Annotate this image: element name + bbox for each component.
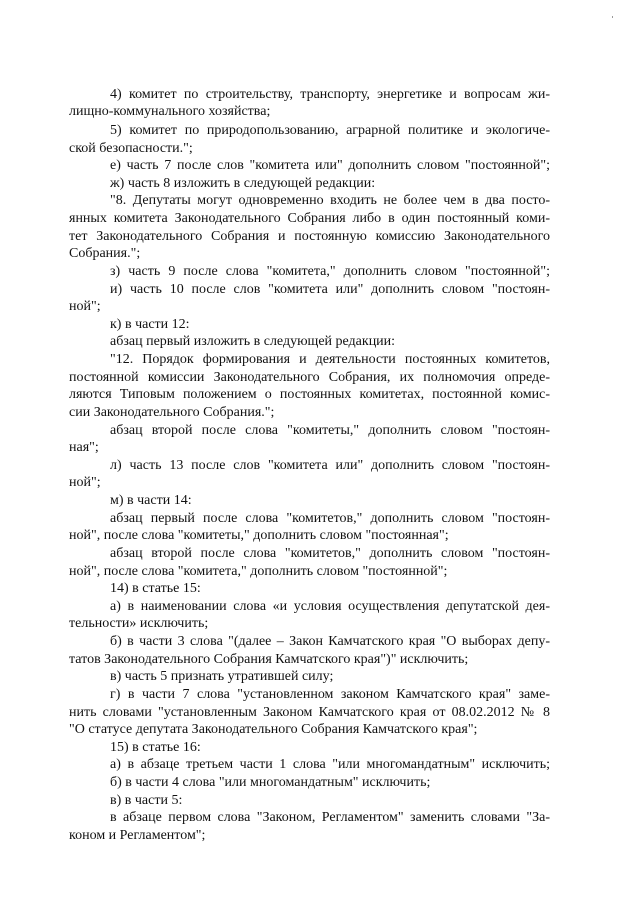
text-line: "О статусе депутата Законодательного Собрания Камчатского края"; bbox=[69, 722, 478, 737]
text-line: нить словами "установленным Законом Камчатского края от 08.02.2012 № 8 bbox=[69, 705, 550, 720]
text-line: в абзаце первом слова "Законом, Регламентом" заменить словами "За- bbox=[110, 810, 550, 825]
text-line: ной", после слова "комитеты," дополнить словом "постоянная"; bbox=[69, 528, 449, 543]
text-line: абзац второй после слова "комитеты," дополнить словом "постоян- bbox=[110, 423, 550, 438]
text-line: б) в части 3 слова "(далее – Закон Камчатского края "О выборах депу- bbox=[110, 634, 550, 649]
text-line: а) в наименовании слова «и условия осуществления депутатской дея- bbox=[110, 599, 550, 614]
text-line: м) в части 14: bbox=[110, 493, 192, 508]
text-line: ляются Типовым положением о постоянных комитетах, постоянной комис- bbox=[69, 387, 550, 402]
text-line: з) часть 9 после слова "комитета," дополнить словом "постоянной"; bbox=[110, 264, 550, 279]
text-line: а) в абзаце третьем части 1 слова "или многомандатным" исключить; bbox=[110, 757, 550, 772]
text-line: коном и Регламентом"; bbox=[69, 828, 206, 843]
text-line: 4) комитет по строительству, транспорту, энергетике и вопросам жи- bbox=[110, 87, 550, 102]
text-line: ной"; bbox=[69, 475, 101, 490]
text-line: "12. Порядок формирования и деятельности постоянных комитетов, bbox=[110, 352, 550, 367]
text-line: постоянной комиссии Законодательного Собрания, их полномочия опреде- bbox=[69, 370, 550, 385]
text-line: л) часть 13 после слов "комитета или" дополнить словом "постоян- bbox=[110, 458, 550, 473]
text-line: янных комитета Законодательного Собрания либо в один постоянный коми- bbox=[69, 211, 550, 226]
text-line: в) часть 5 признать утратившей силу; bbox=[110, 669, 334, 684]
text-line: 5) комитет по природопользованию, аграрной политике и экологиче- bbox=[110, 123, 550, 138]
text-line: татов Законодательного Собрания Камчатского края")" исключить; bbox=[69, 652, 469, 667]
text-line: б) в части 4 слова "или многомандатным" исключить; bbox=[110, 775, 431, 790]
text-line: г) в части 7 слова "установленном законом Камчатского края" заме- bbox=[110, 687, 550, 702]
text-line: 15) в статье 16: bbox=[110, 740, 201, 755]
text-line: в) в части 5: bbox=[110, 793, 183, 808]
text-line: ной"; bbox=[69, 299, 101, 314]
text-line: и) часть 10 после слов "комитета или" дополнить словом "постоян- bbox=[110, 282, 550, 297]
text-line: ской безопасности."; bbox=[69, 141, 193, 156]
text-line: абзац первый после слова "комитетов," дополнить словом "постоян- bbox=[110, 511, 550, 526]
text-line: ж) часть 8 изложить в следующей редакции: bbox=[110, 176, 376, 191]
text-line: абзац второй после слова "комитетов," дополнить словом "постоян- bbox=[110, 546, 550, 561]
text-line: абзац первый изложить в следующей редакции: bbox=[110, 334, 396, 349]
text-line: лищно-коммунального хозяйства; bbox=[69, 104, 271, 119]
text-line: "8. Депутаты могут одновременно входить не более чем в два посто- bbox=[110, 193, 550, 208]
text-line: сии Законодательного Собрания."; bbox=[69, 405, 275, 420]
text-line: тет Законодательного Собрания и постоянную комиссию Законодательного bbox=[69, 229, 550, 244]
text-line: ной", после слова "комитета," дополнить словом "постоянной"; bbox=[69, 564, 448, 579]
text-line: Собрания."; bbox=[69, 246, 141, 261]
text-line: тельности» исключить; bbox=[69, 616, 209, 631]
scan-mark bbox=[612, 16, 613, 18]
text-line: 14) в статье 15: bbox=[110, 581, 201, 596]
text-line: е) часть 7 после слов "комитета или" дополнить словом "постоянной"; bbox=[110, 158, 550, 173]
text-line: к) в части 12: bbox=[110, 317, 190, 332]
text-line: ная"; bbox=[69, 440, 99, 455]
